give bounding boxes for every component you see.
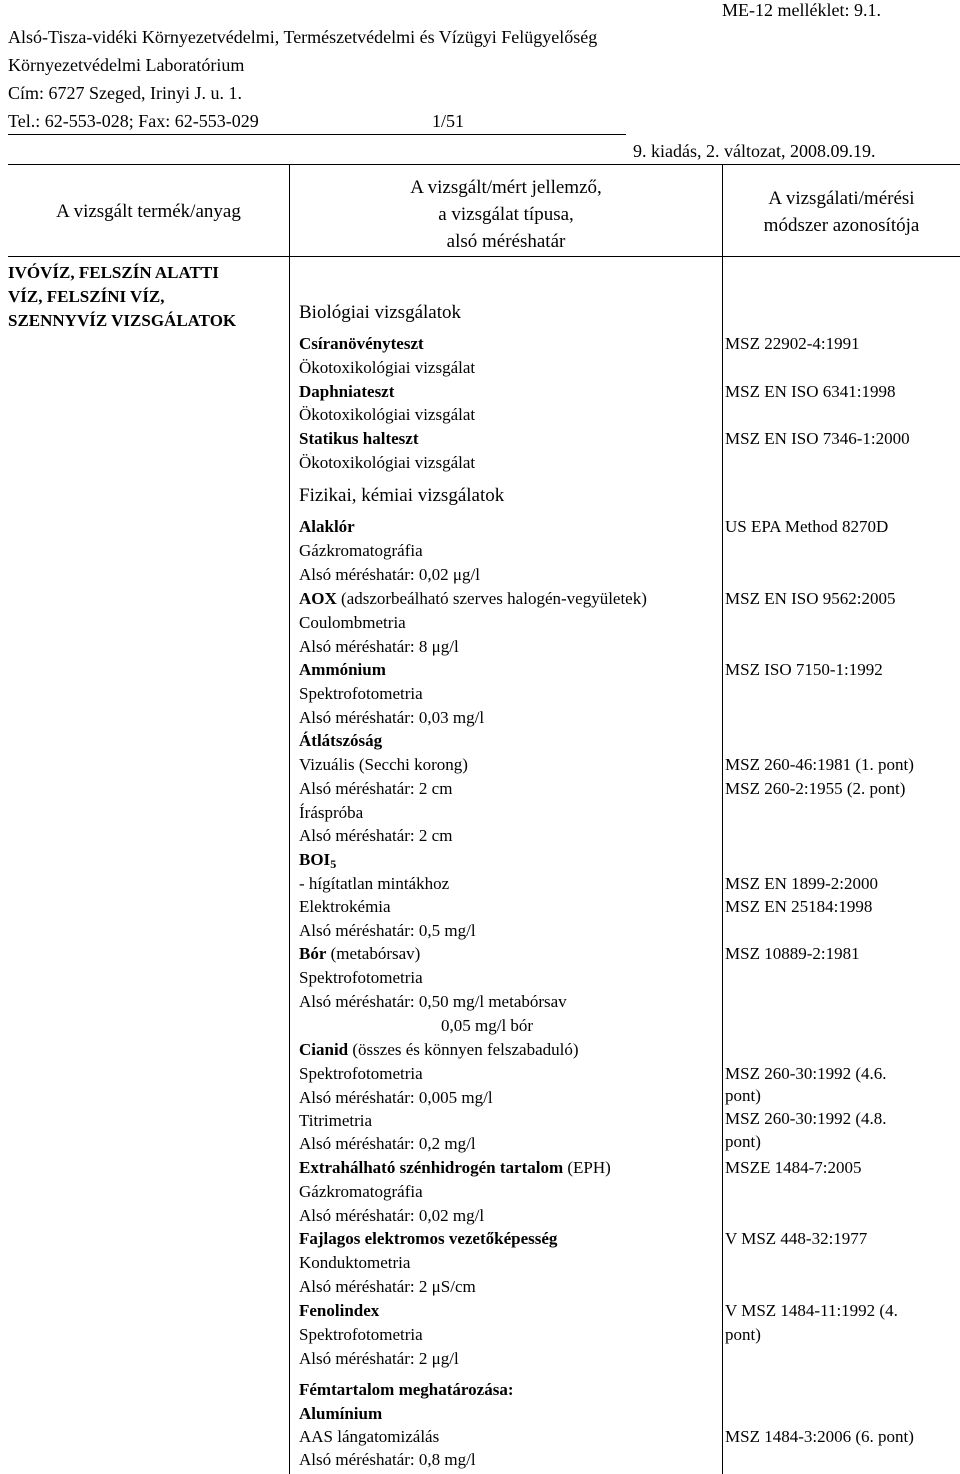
test-variant: - hígítatlan mintákhoz [299,874,450,893]
test-type: Ökotoxikológiai vizsgálat [299,453,476,472]
detection-limit: Alsó méréshatár: 0,03 mg/l [299,708,485,727]
test-type: Spektrofotometria [299,684,423,703]
detection-limit: Alsó méréshatár: 0,02 μg/l [299,565,480,584]
detection-limit: Alsó méréshatár: 2 cm [299,826,453,845]
subsection-title-metals: Fémtartalom meghatározása: [299,1380,514,1399]
test-type: Titrimetria [299,1111,373,1130]
column-header-product: A vizsgált termék/anyag [56,201,241,222]
detection-limit: Alsó méréshatár: 8 μg/l [299,637,459,656]
column-header-method-line1: A vizsgálati/mérési [768,188,915,209]
test-name: Fenolindex [299,1301,380,1320]
column-divider-1 [289,164,290,1474]
column-divider-2 [722,164,723,1474]
method-id: MSZE 1484-7:2005 [725,1158,862,1177]
test-type: Coulombmetria [299,613,406,632]
test-name: Alaklór [299,517,355,536]
detection-limit: Alsó méréshatár: 0,02 mg/l [299,1206,485,1225]
method-id-continued: pont) [725,1086,761,1105]
organization-name: Alsó-Tisza-vidéki Környezetvédelmi, Természetvédelmi és Vízügyi Felügyelőség [8,27,598,47]
test-type: AAS lángatomizálás [299,1427,440,1446]
detection-limit: Alsó méréshatár: 0,2 mg/l [299,1134,476,1153]
test-name: Statikus halteszt [299,429,419,448]
test-name: Bór [299,944,327,963]
page-number: 1/51 [432,111,465,131]
header-underline [8,134,626,135]
method-id: US EPA Method 8270D [725,517,889,536]
test-name: Daphniateszt [299,382,395,401]
table-top-border [8,164,960,165]
test-type: Spektrofotometria [299,1325,423,1344]
method-id: MSZ 260-30:1992 (4.8. [725,1109,887,1128]
detection-limit: Alsó méréshatár: 0,8 mg/l [299,1450,476,1469]
section-title-physical-chemical: Fizikai, kémiai vizsgálatok [299,485,505,506]
section-title-biological: Biológiai vizsgálatok [299,302,462,323]
method-id: MSZ EN ISO 9562:2005 [725,589,896,608]
test-name: Extrahálható szénhidrogén tartalom [299,1158,564,1177]
annex-number: ME-12 melléklet: 9.1. [722,0,881,20]
test-note: (metabórsav) [326,944,421,963]
method-id: MSZ EN 1899-2:2000 [725,874,878,893]
method-id: MSZ 260-2:1955 (2. pont) [725,779,906,798]
test-note: (összes és könnyen felszabaduló) [348,1040,579,1059]
column-header-method-line2: módszer azonosítója [763,215,920,236]
method-id: MSZ 260-46:1981 (1. pont) [725,755,914,774]
test-name-subscript: 5 [330,857,337,871]
detection-limit: Alsó méréshatár: 2 μS/cm [299,1277,476,1296]
test-type: Gázkromatográfia [299,1182,423,1201]
test-type: Vizuális (Secchi korong) [299,755,468,774]
method-id: MSZ EN 25184:1998 [725,897,873,916]
detection-limit-continued: 0,05 mg/l bór [441,1016,534,1035]
phone-fax: Tel.: 62-553-028; Fax: 62-553-029 [8,111,259,131]
test-name-line [299,850,336,870]
test-name: BOI [299,850,331,869]
test-name-line [299,589,647,609]
test-type: Konduktometria [299,1253,411,1272]
product-line-1: IVÓVÍZ, FELSZÍN ALATTI [8,263,219,282]
test-type: Íráspróba [299,803,364,822]
test-name: Csíranövényteszt [299,334,424,353]
test-type: Ökotoxikológiai vizsgálat [299,405,476,424]
method-id: MSZ 22902-4:1991 [725,334,860,353]
method-id: MSZ ISO 7150-1:1992 [725,660,883,679]
method-id: MSZ 1484-3:2006 (6. pont) [725,1427,914,1446]
test-note: (adszorbeálható szerves halogén-vegyületek) [336,589,647,608]
test-name-line [299,944,420,964]
test-type: Spektrofotometria [299,968,423,987]
test-type: Elektrokémia [299,897,391,916]
method-id: MSZ 260-30:1992 (4.6. [725,1064,887,1083]
test-type: Ökotoxikológiai vizsgálat [299,358,476,377]
test-note: (EPH) [563,1158,611,1177]
laboratory-name: Környezetvédelmi Laboratórium [8,55,245,75]
test-name: Ammónium [299,660,386,679]
edition-info: 9. kiadás, 2. változat, 2008.09.19. [633,141,876,161]
detection-limit: Alsó méréshatár: 2 μg/l [299,1349,459,1368]
detection-limit: Alsó méréshatár: 0,50 mg/l metabórsav [299,992,567,1011]
product-line-2: VÍZ, FELSZÍNI VÍZ, [8,287,165,306]
address: Cím: 6727 Szeged, Irinyi J. u. 1. [8,83,242,103]
method-id: MSZ EN ISO 7346-1:2000 [725,429,910,448]
test-name: Alumínium [299,1404,383,1423]
test-name: Fajlagos elektromos vezetőképesség [299,1229,558,1248]
test-name: Cianid [299,1040,349,1059]
product-line-3: SZENNYVÍZ VIZSGÁLATOK [8,311,237,330]
method-id: MSZ EN ISO 6341:1998 [725,382,896,401]
test-name: Átlátszóság [299,731,383,750]
column-header-characteristic-line2: a vizsgálat típusa, [438,204,574,225]
column-header-characteristic-line3: alsó méréshatár [446,231,566,252]
detection-limit: Alsó méréshatár: 0,005 mg/l [299,1088,493,1107]
method-id: V MSZ 1484-11:1992 (4. [725,1301,898,1320]
method-id-continued: pont) [725,1325,761,1344]
table-header-border [8,256,960,257]
test-name-line [299,1158,611,1178]
test-name-line [299,1040,579,1060]
detection-limit: Alsó méréshatár: 2 cm [299,779,453,798]
test-name: AOX [299,589,337,608]
method-id-continued: pont) [725,1132,761,1151]
test-type: Gázkromatográfia [299,541,423,560]
method-id: MSZ 10889-2:1981 [725,944,860,963]
method-id: V MSZ 448-32:1977 [725,1229,868,1248]
column-header-characteristic-line1: A vizsgált/mért jellemző, [410,177,602,198]
test-type: Spektrofotometria [299,1064,423,1083]
detection-limit: Alsó méréshatár: 0,5 mg/l [299,921,476,940]
